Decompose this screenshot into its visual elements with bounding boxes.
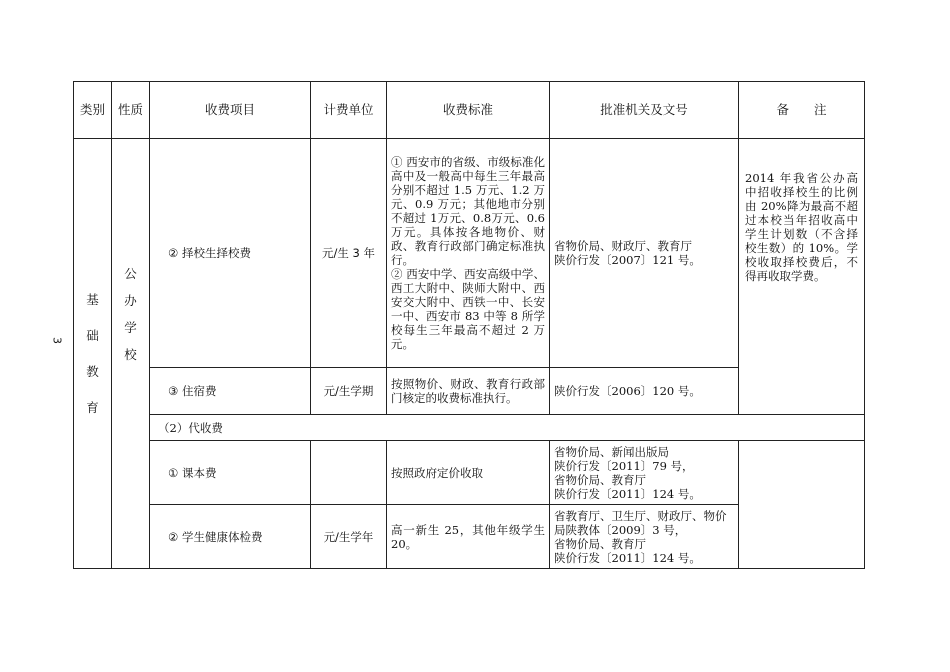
approval-accommodation: 陕价行发〔2006〕120 号。 [550,368,739,415]
standard-health-check: 高一新生 25，其他年级学生 20。 [387,505,550,569]
approval-school-choice [550,139,739,368]
remarks-empty-cell [739,441,865,569]
header-unit: 计费单位 [311,82,387,139]
unit-health-check: 元/生学年 [311,505,387,569]
table-row-school-choice-fee [74,139,865,368]
category-char: 础 [86,327,99,343]
header-item: 收费项目 [150,82,311,139]
header-standard: 收费标准 [387,82,550,139]
fee-table [73,81,865,569]
table-row-section-collection [74,415,865,441]
category-cell [74,139,112,569]
remarks-text: 2014 年我省公办高中招收择校生的比例由 20%降为最高不超过本校当年招收高中学生计划数（不含择校生数）的 10%。学校收取择校费后，不得再收取学费。 [745,170,858,283]
category-char: 教 [86,363,99,379]
approval-line: 省物价局、新闻出版局 [554,444,669,459]
category-char: 育 [86,399,99,415]
section-collection-fees: （2）代收费 [150,415,865,441]
approval-line: 陕价行发〔2011〕124 号。 [554,486,701,501]
remarks-cell [739,139,865,415]
unit-school-choice: 元/生 3 年 [311,139,387,368]
approval-line: 省教育厅、卫生厅、财政厅、物价局陕教体〔2009〕3 号， [554,508,727,537]
standard-part-1: ① 西安市的省级、市级标准化高中及一般高中每生三年最高分别不超过 1.5 万元、1.2 万元、0.9 万元；其他地市分别不超过 1万元、0.8万元、0.6万元。具体按各地物价、财政、教育行政部门确定标准执行。 [391,155,545,267]
item-school-choice: ② 择校生择校费 [150,139,311,368]
category-char: 基 [86,291,99,307]
approval-textbook [550,441,739,505]
approval-line: 省物价局、教育厅 [554,536,646,551]
header-row [74,82,865,139]
standard-part-2: ② 西安中学、西安高级中学、西工大附中、陕师大附中、西安交大附中、西铁一中、长安一中、西安市 83 中等 8 所学校每生三年最高不超过 2 万元。 [391,267,545,351]
header-nature: 性质 [112,82,150,139]
nature-char: 公 [124,265,137,281]
nature-cell [112,139,150,569]
standard-textbook: 按照政府定价收取 [387,441,550,505]
page-number: 3 [50,337,64,344]
item-textbook: ① 课本费 [150,441,311,505]
nature-char: 办 [124,292,137,308]
unit-textbook [311,441,387,505]
header-approval: 批准机关及文号 [550,82,739,139]
nature-char: 校 [124,346,137,362]
approval-line: 省物价局、教育厅 [554,472,646,487]
approval-health-check [550,505,739,569]
standard-school-choice [387,139,550,368]
approval-line: 陕价行发〔2011〕124 号。 [554,550,701,565]
item-health-check: ② 学生健康体检费 [150,505,311,569]
header-category: 类别 [74,82,112,139]
approval-line: 陕价行发〔2007〕121 号。 [554,253,701,267]
header-remarks: 备 注 [739,82,865,139]
table-row-textbook-fee [74,441,865,505]
nature-char: 学 [124,319,137,335]
unit-accommodation: 元/生学期 [311,368,387,415]
approval-line: 省物价局、财政厅、教育厅 [554,239,692,253]
item-accommodation: ③ 住宿费 [150,368,311,415]
standard-accommodation: 按照物价、财政、教育行政部门核定的收费标准执行。 [387,368,550,415]
approval-line: 陕价行发〔2011〕79 号， [554,458,694,473]
